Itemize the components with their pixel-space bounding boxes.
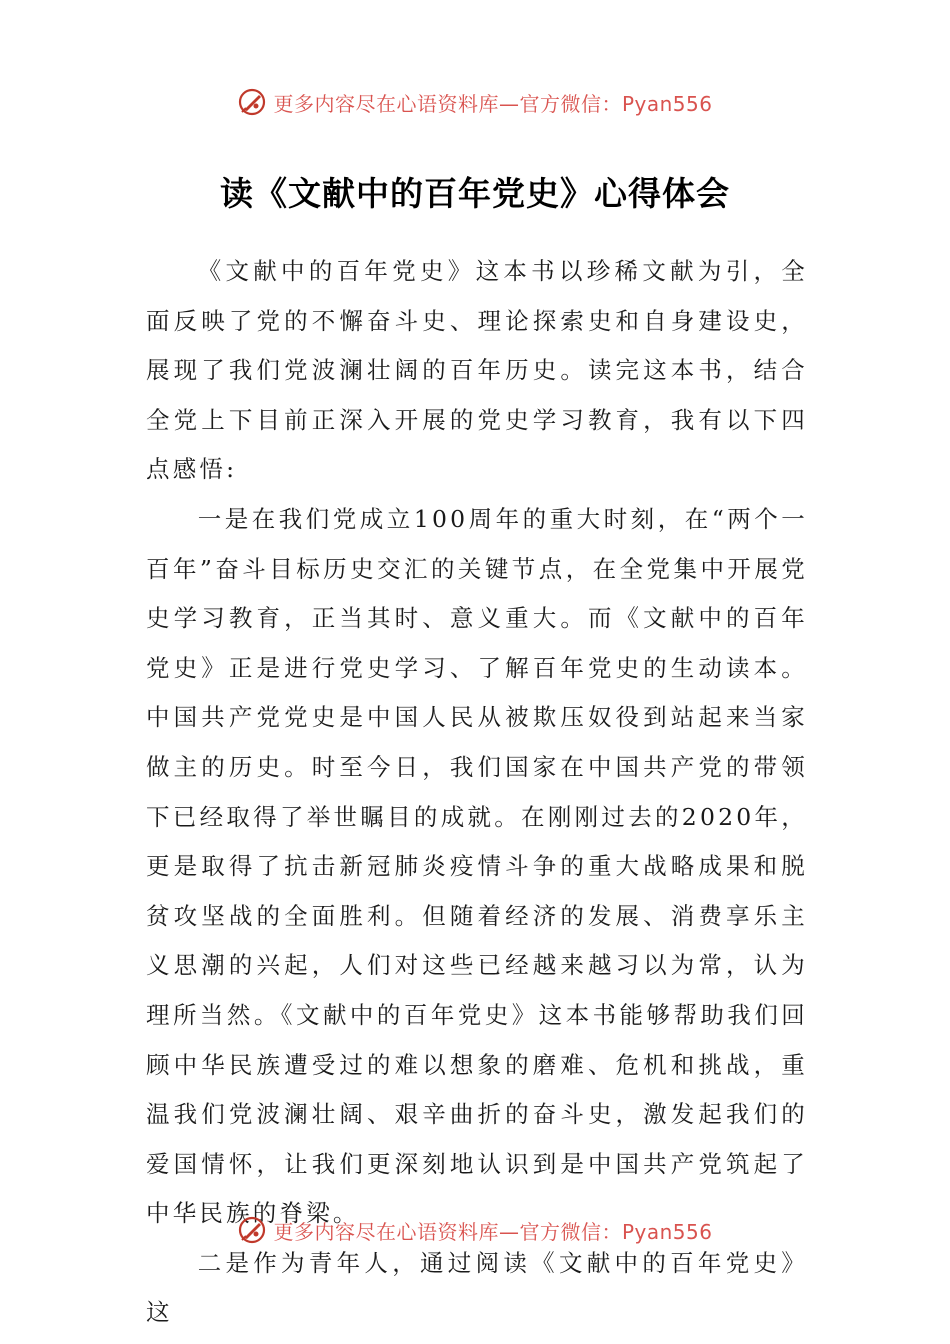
quill-logo-icon <box>237 87 267 117</box>
header-watermark <box>0 84 950 120</box>
paragraph-intro: 《文献中的百年党史》这本书以珍稀文献为引，全面反映了党的不懈奋斗史、理论探索史和自身建设史，展现了我们党波澜壮阔的百年历史。读完这本书，结合全党上下目前正深入开展的党史学习教育，我有以下四点感悟: <box>146 257 808 484</box>
document-body <box>146 247 808 1338</box>
footer-watermark <box>0 1212 950 1248</box>
quill-logo-icon <box>237 1215 267 1245</box>
paragraph-point-two: 二是作为青年人，通过阅读《文献中的百年党史》这 <box>146 1248 808 1327</box>
watermark-text: 更多内容尽在心语资料库—官方微信：Pyan556 <box>273 91 713 116</box>
document-title: 读《文献中的百年党史》心得体会 <box>220 174 730 213</box>
paragraph-point-one: 一是在我们党成立100周年的重大时刻，在“两个一百年”奋斗目标历史交汇的关键节点，在全党集中开展党史学习教育，正当其时、意义重大。而《文献中的百年党史》正是进行党史学习、了解百年党史的生动读本。中国共产党党史是中国人民从被欺压奴役到站起来当家做主的历史。时至今日，我们国家在中国共产党的带领下已经取得了举世瞩目的成就。在刚刚过去的2020年，更是取得了抗击新冠肺炎疫情斗争的重大战略成果和脱贫攻坚战的全面胜利。但随着经济的发展、消费享乐主义思潮的兴起，人们对这些已经越来越习以为常，认为理所当然。《文献中的百年党史》这本书能够帮助我们回顾中华民族遭受过的难以想象的磨难、危机和挑战，重温我们党波澜壮阔、艰辛曲折的奋斗史，激发起我们的爱国情怀，让我们更深刻地认识到是中国共产党筑起了中华民族的脊梁。 <box>146 504 808 1228</box>
watermark-text: 更多内容尽在心语资料库—官方微信：Pyan556 <box>273 1219 713 1244</box>
